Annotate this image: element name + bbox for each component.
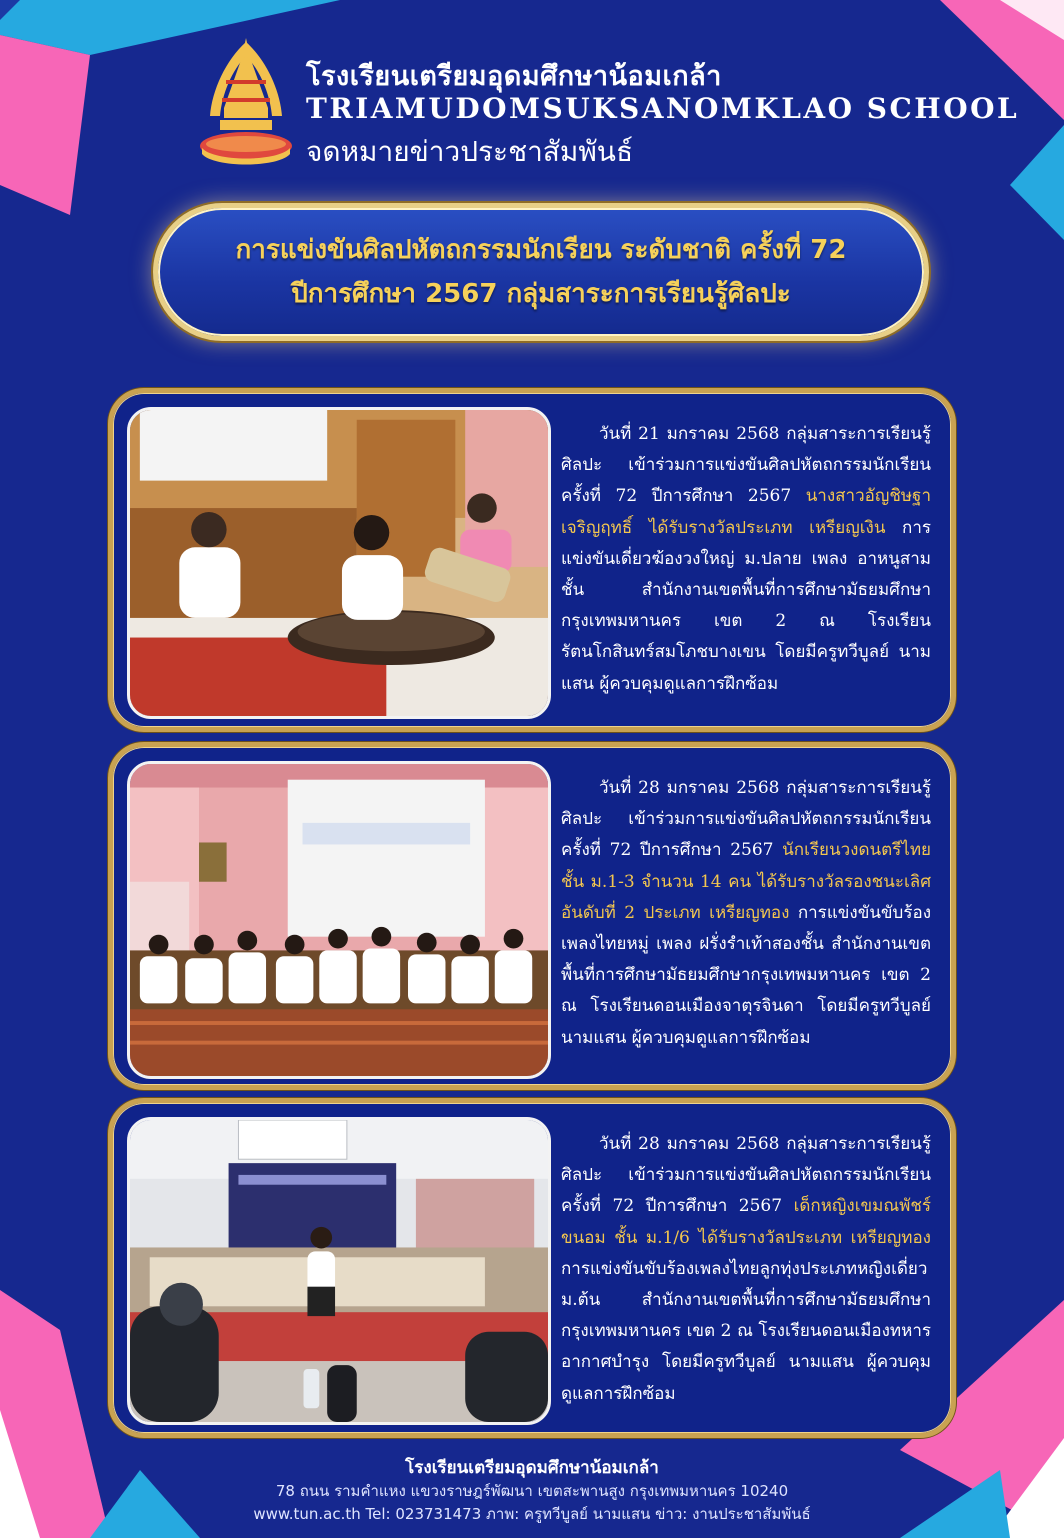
school-logo (196, 38, 296, 170)
newsletter-label: จดหมายข่าวประชาสัมพันธ์ (306, 135, 634, 168)
news-card-1 (108, 388, 956, 732)
news-text-3: วันที่ 28 มกราคม 2568 กลุ่มสาระการเรียนรู้ศิลปะ เข้าร่วมการแข่งขันศิลปหัตถกรรมนักเรียน ครั้งที่ 72 ปีการศึกษา 2567 เด็กหญิงเขมณพัชร์ ขนอม ชั้น ม.1/6 ได้รับรางวัลประเภท เหรียญทอง การแข่งขันขับร้องเพลงไทยลูกทุ่งประเภทหญิงเดี่ยว ม.ต้น สำนักงานเขตพื้นที่การศึกษามัธยมศึกษากรุงเทพมหานคร เขต 2 ณ โรงเรียนดอนเมืองทหารอากาศบำรุง โดยมีครูทวีบูลย์ นามแสน ผู้ควบคุมดูแลการฝึกซ้อม (561, 1134, 931, 1404)
footer (0, 1456, 1064, 1526)
news-photo-3 (127, 1117, 551, 1425)
footer-contact: www.tun.ac.th Tel: 023731473 ภาพ: ครูทวีบูลย์ นามแสน ข่าว: งานประชาสัมพันธ์ (253, 1505, 811, 1523)
footer-school-name: โรงเรียนเตรียมอุดมศึกษาน้อมเกล้า (405, 1458, 659, 1478)
news-photo-1 (127, 407, 551, 719)
news-photo-2 (127, 761, 551, 1079)
news-text-1: วันที่ 21 มกราคม 2568 กลุ่มสาระการเรียนรู้ศิลปะ เข้าร่วมการแข่งขันศิลปหัตถกรรมนักเรียน ครั้งที่ 72 ปีการศึกษา 2567 นางสาวอัญชิษฐา เจริญฤทธิ์ ได้รับรางวัลประเภท เหรียญเงิน การแข่งขันเดี่ยวฆ้องวงใหญ่ ม.ปลาย เพลง อาหนูสามชั้น สำนักงานเขตพื้นที่การศึกษามัธยมศึกษากรุงเทพมหานคร เขต 2 ณ โรงเรียนรัตนโกสินทร์สมโภชบางเขน โดยมีครูทวีบูลย์ นามแสน ผู้ควบคุมดูแลการฝึกซ้อม (561, 424, 932, 694)
news-card-2 (108, 742, 956, 1090)
news-card-3 (108, 1098, 956, 1438)
footer-address: 78 ถนน รามคำแหง แขวงราษฎร์พัฒนา เขตสะพานสูง กรุงเทพมหานคร 10240 (275, 1482, 789, 1500)
title-line-2: ปีการศึกษา 2567 กลุ่มสาระการเรียนรู้ศิลปะ (291, 279, 791, 309)
school-name-english: TRIAMUDOMSUKSANOMKLAO SCHOOL (306, 92, 1020, 125)
school-name-thai: โรงเรียนเตรียมอุดมศึกษาน้อมเกล้า (306, 61, 722, 92)
award-highlight-3: เด็กหญิงเขมณพัชร์ ขนอม ชั้น ม.1/6 ได้รับรางวัลประเภท เหรียญทอง (561, 1196, 931, 1248)
award-highlight-1: นางสาวอัญชิษฐา เจริญฤทธิ์ ได้รับรางวัลประเภท เหรียญเงิน (561, 486, 931, 538)
title-line-1: การแข่งขันศิลปหัตถกรรมนักเรียน ระดับชาติ ครั้งที่ 72 (235, 235, 847, 265)
title-banner (153, 203, 929, 341)
news-text-2: วันที่ 28 มกราคม 2568 กลุ่มสาระการเรียนรู้ศิลปะ เข้าร่วมการแข่งขันศิลปหัตถกรรมนักเรียน ครั้งที่ 72 ปีการศึกษา 2567 นักเรียนวงดนตรีไทย ชั้น ม.1-3 จำนวน 14 คน ได้รับรางวัลรองชนะเลิศ อันดับที่ 2 ประเภท เหรียญทอง การแข่งขันขับร้อง เพลงไทยหมู่ เพลง ฝรั่งรำเท้าสองชั้น สำนักงานเขตพื้นที่การศึกษามัธยมศึกษากรุงเทพมหานคร เขต 2 ณ โรงเรียนดอนเมืองจาตุรจินดา โดยมีครูทวีบูลย์ นามแสน ผู้ควบคุมดูแลการฝึกซ้อม (561, 778, 931, 1048)
award-highlight-2: นักเรียนวงดนตรีไทย ชั้น ม.1-3 จำนวน 14 คน ได้รับรางวัลรองชนะเลิศ อันดับที่ 2 ประเภท เหรียญทอง (561, 840, 931, 923)
